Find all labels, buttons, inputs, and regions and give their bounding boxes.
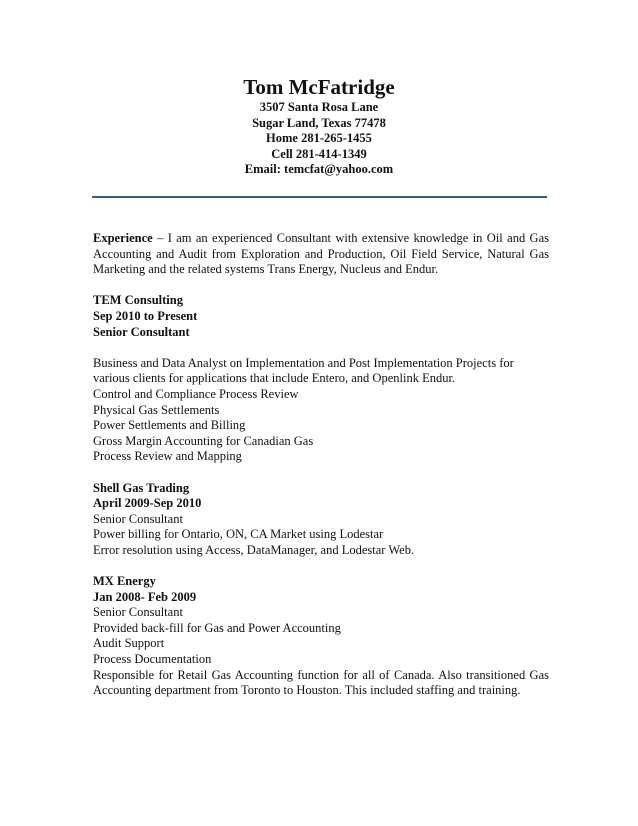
job-entry bbox=[93, 293, 549, 465]
job-line: Physical Gas Settlements bbox=[93, 402, 220, 417]
resume-body bbox=[93, 231, 549, 699]
candidate-name: Tom McFatridge bbox=[243, 75, 395, 99]
job-line: Power Settlements and Billing bbox=[93, 418, 246, 433]
job-line: Business and Data Analyst on Implementation and Post Implementation Projects for various clients for applications that include Entero, and Openlink Endur. bbox=[93, 355, 514, 386]
job-dates: Sep 2010 to Present bbox=[93, 308, 198, 323]
job-title: Senior Consultant bbox=[93, 511, 183, 526]
job-company: TEM Consulting bbox=[93, 293, 183, 308]
cell-phone: Cell 281-414-1349 bbox=[271, 146, 367, 161]
email-address: Email: temcfat@yahoo.com bbox=[244, 162, 394, 176]
job-title: Senior Consultant bbox=[93, 605, 183, 620]
job-line: Process Review and Mapping bbox=[93, 449, 242, 464]
job-line: Gross Margin Accounting for Canadian Gas bbox=[93, 433, 314, 448]
job-line: Provided back-fill for Gas and Power Accounting bbox=[93, 620, 341, 635]
job-dates: Jan 2008- Feb 2009 bbox=[93, 589, 197, 604]
job-line: Error resolution using Access, DataManager, and Lodestar Web. bbox=[93, 542, 415, 557]
job-company: Shell Gas Trading bbox=[93, 480, 190, 495]
experience-text: – I am an experienced Consultant with extensive knowledge in Oil and Gas Accounting and Audit from Exploration and Production, Oil Field Service, Natural Gas Marketing and the related systems Trans Energy, Nucleus and Endur. bbox=[93, 231, 549, 277]
job-entry bbox=[93, 481, 549, 559]
street-address: 3507 Santa Rosa Lane bbox=[259, 100, 379, 114]
home-phone: Home 281-265-1455 bbox=[266, 131, 372, 145]
job-entry bbox=[93, 574, 549, 699]
job-dates: April 2009-Sep 2010 bbox=[93, 496, 202, 511]
experience-label: Experience bbox=[93, 231, 153, 245]
job-title: Senior Consultant bbox=[93, 324, 190, 339]
job-company: MX Energy bbox=[93, 574, 156, 589]
job-line: Audit Support bbox=[93, 636, 165, 651]
city-state-zip: Sugar Land, Texas 77478 bbox=[252, 115, 386, 130]
job-line: Process Documentation bbox=[93, 652, 212, 667]
experience-summary bbox=[93, 231, 549, 278]
job-line: Power billing for Ontario, ON, CA Market using Lodestar bbox=[93, 527, 384, 542]
job-line: Responsible for Retail Gas Accounting function for all of Canada. Also transitioned Gas Accounting department from Toronto to Houston. This included staffing and training. bbox=[93, 667, 549, 698]
job-line: Control and Compliance Process Review bbox=[93, 386, 299, 401]
resume-header bbox=[0, 74, 638, 178]
header-divider bbox=[92, 196, 547, 198]
